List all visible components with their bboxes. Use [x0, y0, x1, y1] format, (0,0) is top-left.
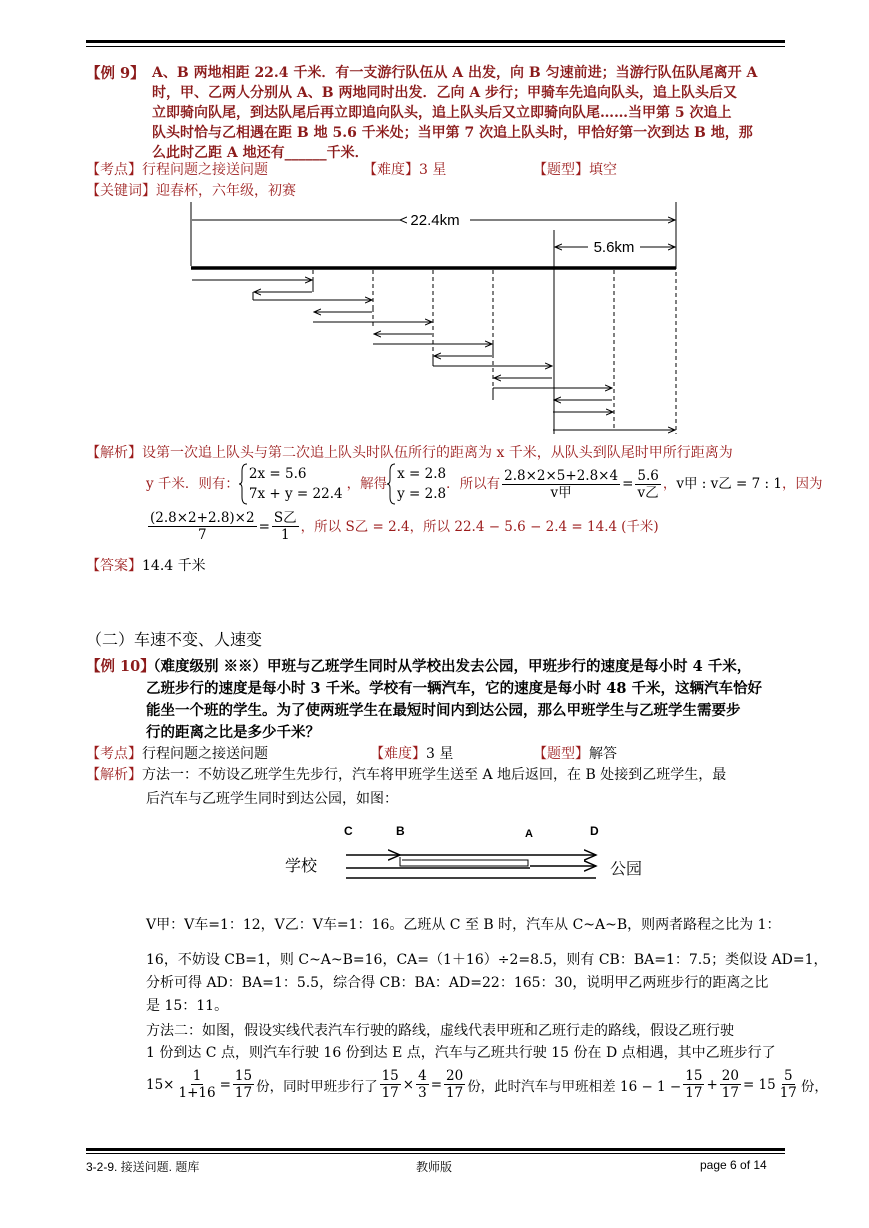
jiexi-text: 是 15：11。	[146, 998, 229, 1014]
numerator: (2.8×2+2.8)×2	[150, 510, 255, 526]
tixing-value: 解答	[589, 746, 617, 762]
fraction	[416, 1068, 429, 1101]
jiexi-label: 【解析】	[86, 445, 142, 461]
header-rule	[86, 40, 785, 43]
numerator: 15	[685, 1068, 703, 1084]
numerator: 15	[234, 1068, 253, 1084]
numerator: 2.8×2×5+2.8×4	[504, 467, 619, 484]
brace-icon	[239, 463, 249, 505]
jiexi-text: 方法一：不妨设乙班学生先步行，汽车将甲班学生送至 A 地后返回，在 B 处接到乙班学生，最	[142, 767, 727, 783]
answer-value: 14.4 千米	[142, 558, 206, 574]
kaodian-label: 【考点】	[86, 162, 142, 178]
jiexi-row1	[86, 443, 733, 463]
footer-rule-thin	[86, 1153, 785, 1154]
example-10-label: 【例 10】	[86, 658, 155, 675]
equals: =	[219, 1076, 231, 1093]
park-label: 公园	[610, 861, 643, 878]
question-line: 么此时乙距 A 地还有______千米．	[152, 145, 369, 161]
footer-left: 3-2-9. 接送问题. 题库	[86, 1160, 200, 1174]
jiexi-text: 分析可得 AD：BA=1：5.5，综合得 CB：BA：AD=22：165：30，说明甲乙两班步行的距离之比	[146, 975, 769, 991]
solution-system	[397, 464, 446, 504]
denominator: 17	[381, 1085, 399, 1101]
numerator: 20	[446, 1068, 464, 1084]
jiexi-text: ．所以有	[446, 476, 501, 492]
question-line: （难度级别 ※※）甲班与乙班学生同时从学校出发去公园，甲班步行的速度是每小时 4 千米，	[146, 658, 752, 675]
point-a: A	[525, 828, 533, 840]
tixing-value: 填空	[589, 162, 617, 178]
formula-text: 份，同时甲班步行了	[256, 1078, 378, 1095]
footer-center: 教师版	[416, 1160, 453, 1174]
denominator: 7	[198, 527, 207, 543]
header-rule-thin	[86, 46, 785, 47]
denominator: 3	[418, 1085, 427, 1101]
formula-text: = 15	[742, 1076, 776, 1093]
nandu-label: 【难度】	[370, 746, 426, 762]
times: ×	[402, 1076, 415, 1093]
fraction	[148, 510, 257, 543]
numerator: 20	[721, 1068, 739, 1084]
example-9-meta	[86, 160, 268, 180]
return-path	[400, 857, 528, 866]
question-line: 时，甲、乙两人分别从 A、B 两地同时出发．乙向 A 步行；甲骑车先追向队头，追上队头后又	[152, 85, 738, 101]
equation: y = 2.8	[397, 486, 447, 502]
jiexi-text: 设第一次追上队头与第二次追上队头时队伍所行的距离为 x 千米，从队头到队尾时甲所行距离为	[142, 445, 733, 461]
equals: =	[622, 476, 634, 492]
numerator: 5	[784, 1068, 793, 1084]
jiexi-row3	[146, 510, 659, 543]
jiexi-text: V甲：V车=1：12，V乙：V车=1：16。乙班从 C 至 B 时，汽车从 C~A~B，则两者路程之比为 1：	[146, 917, 781, 933]
route-diagram	[280, 818, 660, 898]
chase-diagram	[180, 198, 690, 438]
fraction	[272, 510, 299, 543]
question-line: A、B 两地相距 22.4 千米．有一支游行队伍从 A 出发，向 B 匀速前进；当游行队伍队尾离开 A	[152, 65, 758, 81]
equation: 7x + y = 22.4	[248, 486, 343, 502]
brace-icon	[387, 463, 397, 505]
question-line: 队头时恰与乙相遇在距 B 地 5.6 千米处；当甲第 7 次追上队头时，甲恰好第一次到达 B 地，那	[152, 125, 753, 141]
denominator: 17	[234, 1085, 253, 1101]
jiexi-text: 方法二：如图，假设实线代表汽车行驶的路线，虚线代表甲班和乙班行走的路线，假设乙班行驶	[146, 1023, 734, 1039]
kaodian-value: 行程问题之接送问题	[142, 162, 268, 178]
kaodian-10	[86, 744, 268, 764]
denominator: v乙	[637, 484, 659, 501]
tixing-label: 【题型】	[533, 162, 589, 178]
denominator: 17	[685, 1085, 703, 1101]
question-line: 立即骑向队尾，到达队尾后再立即追向队头，追上队头后又立即骑向队尾……当甲第 5 次追上	[152, 105, 732, 121]
jiexi-formula-row: 15× $\frac{1}{1+16}$ = $\frac{15}{17}$ 份，同时甲班步行了 $\frac{15}{17}$ × $\frac{4}{3}$ = $\frac{20}{17}$ 份，此时汽车与甲班相差 16 − 1 − $\frac{15}{17}$ + $\frac{20}{17}$ = 15 $\frac{5}{17}$ 份，	[146, 1068, 828, 1101]
numerator: 15	[381, 1068, 399, 1084]
fraction	[720, 1068, 741, 1101]
unit: (千米)	[621, 518, 659, 535]
fraction	[502, 468, 620, 501]
nandu-value: 3 星	[419, 162, 447, 178]
formula-text: 份，	[800, 1078, 828, 1095]
jiexi-text: ，因为	[781, 476, 823, 492]
section-title: （二）车速不变、人速变	[86, 630, 263, 649]
jiexi-row2: y 千米．则有： 2x = 5.6 7x + y = 22.4 ，解得 x = 2.8 y = 2.8 ．所以有 $\frac{2.8\times 2\times 5+2.8\times 4}{\text{v甲}}$ = $\frac{5.6}{\text{v乙}}$ ， v甲 : v乙 = 7 : 1 ，因为	[146, 463, 822, 505]
answer-row	[86, 556, 206, 576]
example-9-question	[152, 63, 792, 163]
jiexi-text: 1 份到达 C 点，则汽车行驶 16 份到达 E 点，汽车与乙班共行驶 15 份在 D 点相遇，其中乙班步行了	[146, 1045, 776, 1061]
nandu	[363, 160, 446, 180]
example-9-label: 【例 9】	[86, 65, 145, 82]
fraction	[233, 1068, 254, 1101]
footer-rule	[86, 1148, 785, 1151]
denominator: 17	[446, 1085, 464, 1101]
example-10-question	[146, 656, 796, 744]
tixing	[533, 160, 617, 180]
numerator: 5.6	[637, 467, 659, 484]
jiexi-text: ，解得	[346, 476, 388, 492]
jiexi-text: y 千米．则有：	[146, 476, 239, 492]
kaodian-label: 【考点】	[86, 746, 142, 762]
equation: 2x = 5.6	[248, 466, 307, 482]
total-distance-label: 22.4km	[410, 212, 460, 229]
fraction	[177, 1068, 218, 1101]
jiexi-text: ，所以 S乙 = 2.4	[300, 518, 410, 535]
fraction	[778, 1068, 799, 1101]
jiexi-label: 【解析】	[86, 767, 142, 783]
formula-text: 15×	[146, 1076, 175, 1093]
denominator: 1	[280, 527, 290, 543]
plus: +	[706, 1076, 718, 1093]
denominator: 17	[721, 1085, 739, 1101]
numerator: S乙	[273, 510, 297, 526]
question-line: 能坐一个班的学生。为了使两班学生在最短时间内到达公园，那么甲班学生与乙班学生需要步	[146, 702, 741, 719]
nandu-10	[370, 744, 453, 764]
fraction	[683, 1068, 704, 1101]
jiexi-text: 后汽车与乙班学生同时到达公园，如图：	[146, 791, 398, 807]
numerator: 1	[192, 1068, 202, 1084]
part-distance-label: 5.6km	[593, 239, 635, 256]
jiexi-10-row1	[86, 765, 726, 785]
question-line: 乙班步行的速度是每小时 3 千米。学校有一辆汽车，它的速度是每小时 48 千米，这辆汽车恰好	[146, 680, 762, 697]
kaodian-value: 行程问题之接送问题	[142, 746, 268, 762]
page-number: page 6 of 14	[700, 1158, 767, 1172]
equation: x = 2.8	[397, 466, 447, 482]
numerator: 4	[418, 1068, 427, 1084]
tixing-10	[533, 744, 617, 764]
fraction	[380, 1068, 401, 1101]
jiexi-text: ，所以 22.4 − 5.6 − 2.4 = 14.4	[409, 518, 618, 535]
denominator: 17	[779, 1085, 797, 1101]
point-d: D	[590, 824, 599, 838]
point-b: B	[396, 824, 405, 838]
equals: =	[258, 518, 270, 535]
fraction	[444, 1068, 465, 1101]
nandu-value: 3 星	[426, 746, 454, 762]
keywords-label: 【关键词】	[86, 183, 156, 199]
school-label: 学校	[285, 858, 318, 875]
equation-system	[249, 464, 343, 504]
answer-label: 【答案】	[86, 558, 142, 574]
jiexi-text: 16，不妨设 CB=1，则 C~A~B=16，CA=（1＋16）÷2=8.5，则有 CB：BA=1：7.5；类似设 AD=1，	[146, 952, 828, 968]
nandu-label: 【难度】	[363, 162, 419, 178]
denominator: 1+16	[178, 1085, 216, 1101]
keywords-value: 迎春杯，六年级，初赛	[156, 183, 296, 199]
speed-ratio: v甲 : v乙 = 7 : 1	[676, 476, 782, 492]
fraction	[635, 468, 660, 501]
tixing-label: 【题型】	[533, 746, 589, 762]
point-c: C	[344, 824, 353, 838]
question-line: 行的距离之比是多少千米？	[146, 724, 320, 741]
formula-text: 份，此时汽车与甲班相差 16 − 1 −	[467, 1078, 682, 1095]
denominator: v甲	[550, 484, 572, 501]
